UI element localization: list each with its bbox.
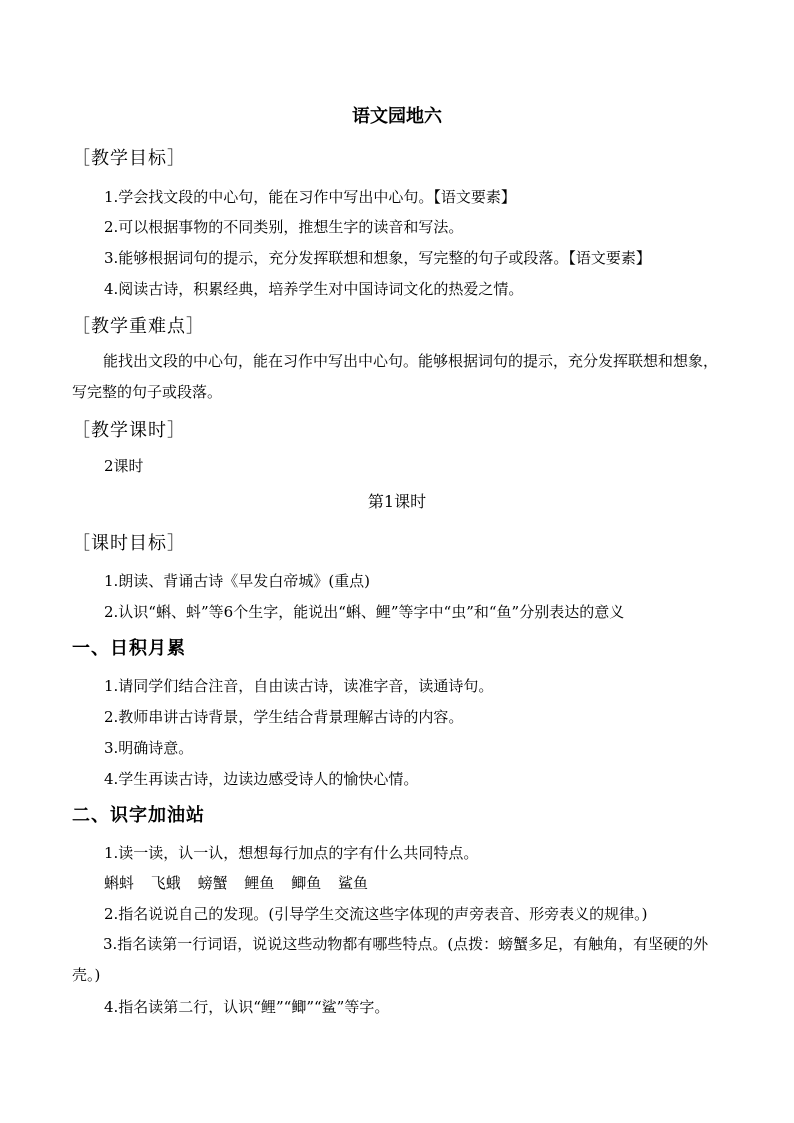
hours-text: 2课时 bbox=[104, 457, 144, 475]
key-points-heading: ［教学重难点］ bbox=[72, 316, 205, 337]
part2-heading: 二、识字加油站 bbox=[72, 805, 205, 826]
hours-heading: ［教学课时］ bbox=[72, 420, 186, 441]
goal-item: 2.可以根据事物的不同类别，推想生字的读音和写法。 bbox=[104, 218, 464, 236]
part2-item: 4.指名读第二行，认识“鲤”“鲫”“鲨”等字。 bbox=[104, 998, 390, 1016]
lesson-goal-item: 2.认识“蝌、蚪”等6个生字，能说出“蝌、鲤”等字中“虫”和“鱼”分别表达的意义 bbox=[104, 603, 625, 621]
part2-item: 2.指名说说自己的发现。(引导学生交流这些字体现的声旁表音、形旁表义的规律。) bbox=[104, 905, 648, 923]
part1-item: 1.请同学们结合注音，自由读古诗，读准字音，读通诗句。 bbox=[104, 677, 494, 695]
lesson-goals-heading: ［课时目标］ bbox=[72, 533, 186, 554]
lesson-goal-item: 1.朗读、背诵古诗《早发白帝城》(重点) bbox=[104, 572, 371, 590]
goals-heading: ［教学目标］ bbox=[72, 148, 186, 169]
part1-heading: 一、日积月累 bbox=[72, 638, 186, 659]
goal-item: 4.阅读古诗，积累经典，培养学生对中国诗词文化的热爱之情。 bbox=[104, 280, 524, 298]
goal-item: 3.能够根据词句的提示，充分发挥联想和想象，写完整的句子或段落。【语文要素】 bbox=[104, 249, 651, 267]
word: 鲤鱼 bbox=[244, 874, 275, 892]
key-points-text: 能找出文段的中心句，能在习作中写出中心句。能够根据词句的提示，充分发挥联想和想象，写完整的句子或段落。 bbox=[72, 352, 719, 401]
word: 螃蟹 bbox=[197, 874, 228, 892]
word: 蝌蚪 bbox=[104, 874, 135, 892]
part1-item: 2.教师串讲古诗背景，学生结合背景理解古诗的内容。 bbox=[104, 708, 464, 726]
part2-item: 1.读一读，认一认，想想每行加点的字有什么共同特点。 bbox=[104, 844, 479, 862]
part2-item: 3.指名读第一行词语，说说这些动物都有哪些特点。(点拨：螃蟹多足，有触角，有坚硬的外壳。) bbox=[72, 935, 709, 984]
part1-item: 4.学生再读古诗，边读边感受诗人的愉快心情。 bbox=[104, 770, 419, 788]
page-title: 语文园地六 bbox=[352, 106, 442, 127]
lesson-title: 第1课时 bbox=[367, 492, 427, 511]
word: 鲫鱼 bbox=[291, 874, 322, 892]
word: 飞蛾 bbox=[150, 874, 181, 892]
word-list bbox=[104, 872, 380, 894]
word: 鲨鱼 bbox=[337, 874, 368, 892]
part1-item: 3.明确诗意。 bbox=[104, 739, 194, 757]
goal-item: 1.学会找文段的中心句，能在习作中写出中心句。【语文要素】 bbox=[104, 188, 516, 206]
